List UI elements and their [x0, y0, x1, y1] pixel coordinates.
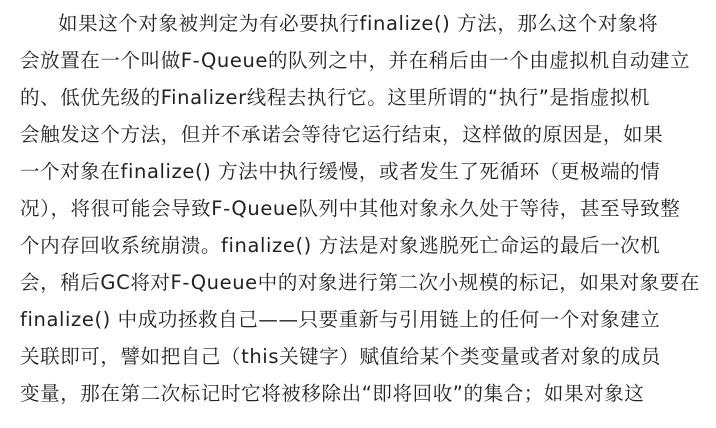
- paragraph-line-6: 况），将很可能会导致F-Queue队列中其他对象永久处于等待，甚至导致整: [20, 197, 681, 220]
- paragraph-line-4: 会触发这个方法，但并不承诺会等待它运行结束，这样做的原因是，如果: [20, 123, 664, 146]
- paragraph-line-1: 如果这个对象被判定为有必要执行finalize() 方法，那么这个对象将: [58, 12, 659, 35]
- paragraph-line-2: 会放置在一个叫做F-Queue的队列之中，并在稍后由一个由虚拟机自动建立: [20, 49, 691, 72]
- paragraph-line-3: 的、低优先级的Finalizer线程去执行它。这里所谓的“执行”是指虚拟机: [20, 86, 651, 109]
- paragraph-line-10: 关联即可，譬如把自己（this关键字）赋值给某个类变量或者对象的成员: [20, 345, 661, 368]
- paragraph-line-8: 会，稍后GC将对F-Queue中的对象进行第二次小规模的标记，如果对象要在: [20, 271, 700, 294]
- paragraph-line-9: finalize() 中成功拯救自己——只要重新与引用链上的任何一个对象建立: [20, 308, 661, 331]
- paragraph-line-11: 变量，那在第二次标记时它将被移除出“即将回收”的集合；如果对象这: [20, 382, 645, 405]
- paragraph-line-5: 一个对象在finalize() 方法中执行缓慢，或者发生了死循环（更极端的情: [20, 160, 661, 183]
- paragraph-line-7: 个内存回收系统崩溃。finalize() 方法是对象逃脱死亡命运的最后一次机: [20, 234, 661, 257]
